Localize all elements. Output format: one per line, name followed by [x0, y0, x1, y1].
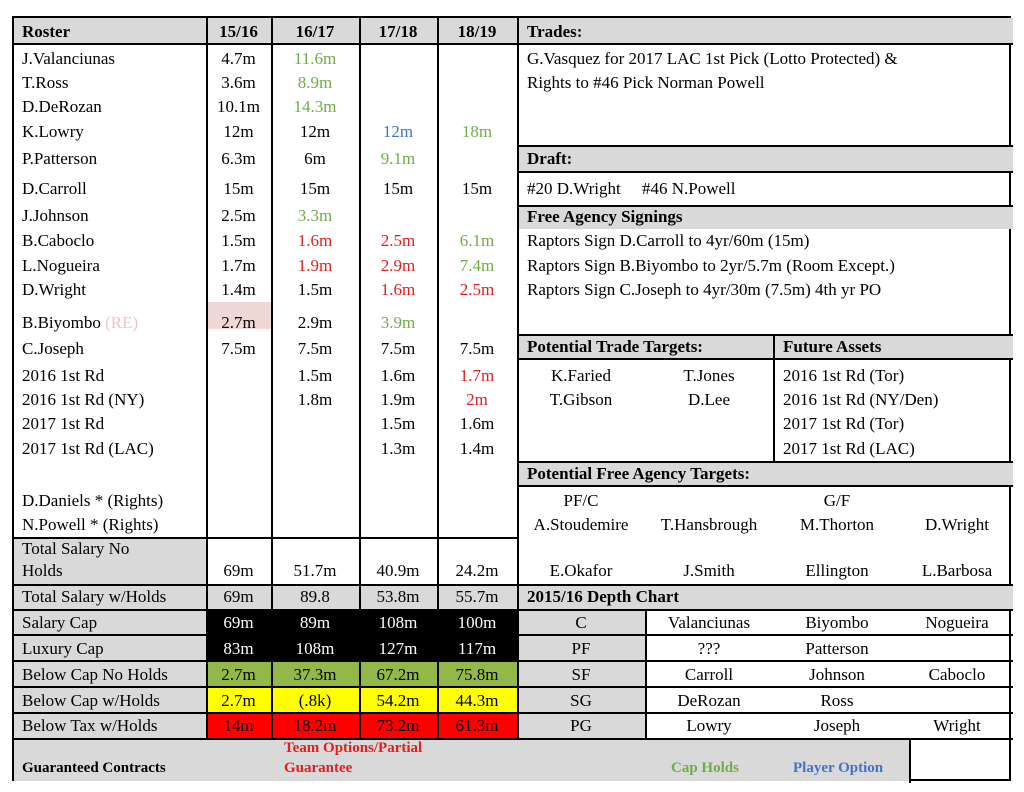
salary-1516: 3.6m — [221, 73, 256, 92]
depth-player: Wright — [933, 716, 981, 735]
total-holds-1718: 53.8m — [376, 587, 420, 606]
player-name: J.Valanciunas — [22, 49, 116, 68]
below-cap-holds-1617: (.8k) — [298, 691, 332, 710]
trade-line-1: G.Vasquez for 2017 LAC 1st Pick (Lotto Protected) & — [527, 49, 898, 68]
player-name: C.Joseph — [22, 339, 84, 358]
salary-cap-1617: 89m — [299, 613, 331, 632]
depth-player: DeRozan — [677, 691, 741, 710]
salary-1516: 10.1m — [217, 97, 260, 116]
rights-name: N.Powell * (Rights) — [22, 515, 159, 534]
below-tax-1819: 61.3m — [455, 716, 499, 735]
salary-1516: 1.7m — [221, 256, 256, 275]
fa-signing: Raptors Sign B.Biyombo to 2yr/5.7m (Room Except.) — [527, 256, 895, 275]
salary-1718: 7.5m — [380, 339, 416, 358]
draft-picks: #20 D.Wright #46 N.Powell — [527, 179, 736, 198]
fa-target: T.Hansbrough — [660, 515, 758, 534]
salary-1718: 1.9m — [380, 390, 416, 409]
salary-1718: 9.1m — [380, 149, 416, 168]
salary-1617: 12m — [299, 122, 331, 141]
luxury-cap-1718: 127m — [378, 639, 418, 658]
future-asset: 2016 1st Rd (Tor) — [783, 366, 905, 385]
re-tag: (RE) — [105, 313, 139, 332]
future-asset: 2016 1st Rd (NY/Den) — [783, 390, 939, 409]
player-name: L.Nogueira — [22, 256, 100, 275]
salary-1819: 6.1m — [459, 231, 495, 250]
below-cap-holds-1819: 44.3m — [455, 691, 499, 710]
legend-guaranteed: Guaranteed Contracts — [22, 760, 166, 776]
salary-1819: 2.5m — [459, 280, 495, 299]
salary-sheet — [12, 16, 1011, 781]
draft-title: Draft: — [527, 149, 573, 168]
player-name: J.Johnson — [22, 206, 89, 225]
total-holds-1617: 89.8 — [300, 587, 330, 606]
trades-title: Trades: — [527, 22, 583, 41]
salary-1516: 2.5m — [221, 206, 256, 225]
depth-pos: SG — [570, 691, 592, 710]
fa-target: D.Wright — [925, 515, 989, 534]
salary-1516: 12m — [223, 122, 254, 141]
trade-target: T.Gibson — [549, 390, 613, 409]
total-no-holds-1617: 51.7m — [293, 561, 337, 580]
salary-1516: 1.5m — [221, 231, 256, 250]
total-no-holds-1516: 69m — [223, 561, 254, 580]
salary-1617: 1.8m — [297, 390, 333, 409]
salary-1617: 1.5m — [297, 366, 333, 385]
luxury-cap-1617: 108m — [295, 639, 335, 658]
luxury-cap-1516: 83m — [223, 639, 254, 658]
salary-1718: 1.6m — [380, 366, 416, 385]
salary-1617: 1.9m — [297, 256, 333, 275]
salary-cap-label: Salary Cap — [22, 613, 98, 632]
total-holds-1819: 55.7m — [455, 587, 499, 606]
total-no-holds-label-2: Holds — [22, 561, 63, 580]
legend-team-options-1: Team Options/Partial — [284, 740, 423, 756]
depth-player: Carroll — [684, 665, 734, 684]
player-name: T.Ross — [22, 73, 69, 92]
fa-target: M.Thorton — [799, 515, 875, 534]
pick-name: 2017 1st Rd (LAC) — [22, 439, 154, 458]
rights-name: D.Daniels * (Rights) — [22, 491, 164, 510]
trade-line-2: Rights to #46 Pick Norman Powell — [527, 73, 765, 92]
fa-target: E.Okafor — [549, 561, 613, 580]
total-no-holds-label-1: Total Salary No — [22, 539, 130, 558]
depth-pos: C — [575, 613, 587, 632]
draft-header-bg — [517, 145, 1013, 171]
salary-cap-1718: 108m — [378, 613, 418, 632]
salary-1516: 1.4m — [221, 280, 256, 299]
below-tax-label: Below Tax w/Holds — [22, 716, 158, 735]
salary-1617: 3.3m — [297, 206, 333, 225]
fa-targets-title: Potential Free Agency Targets: — [527, 464, 751, 483]
below-tax-1516: 14m — [223, 716, 254, 735]
salary-1516: 7.5m — [221, 339, 256, 358]
salary-1617: 1.5m — [297, 280, 333, 299]
pick-name: 2016 1st Rd — [22, 366, 105, 385]
depth-pos: PF — [571, 639, 591, 658]
salary-1718: 3.9m — [380, 313, 416, 332]
total-no-holds-1819: 24.2m — [455, 561, 499, 580]
salary-1617: 15m — [299, 179, 331, 198]
depth-pos: PG — [570, 716, 592, 735]
salary-cap-1516: 69m — [223, 613, 254, 632]
below-tax-1617: 18.2m — [293, 716, 337, 735]
depth-player: Patterson — [805, 639, 869, 658]
salary-1718: 15m — [382, 179, 414, 198]
player-name: D.Wright — [22, 280, 86, 299]
trade-target: K.Faried — [551, 366, 611, 385]
pick-name: 2017 1st Rd — [22, 414, 105, 433]
depth-player: Caboclo — [928, 665, 986, 684]
col-header-1617: 16/17 — [295, 22, 335, 41]
future-asset: 2017 1st Rd (LAC) — [783, 439, 915, 458]
depth-player: Valanciunas — [667, 613, 751, 632]
below-cap-no-holds-1516: 2.7m — [221, 665, 256, 684]
future-asset: 2017 1st Rd (Tor) — [783, 414, 905, 433]
fa-signing: Raptors Sign C.Joseph to 4yr/30m (7.5m) 4th yr PO — [527, 280, 882, 299]
depth-player: Johnson — [809, 665, 865, 684]
salary-1617: 7.5m — [297, 339, 333, 358]
salary-1819: 1.4m — [459, 439, 495, 458]
fa-target: A.Stoudemire — [533, 515, 629, 534]
player-name: K.Lowry — [22, 122, 84, 141]
below-cap-no-holds-1819: 75.8m — [455, 665, 499, 684]
salary-cap-1819: 100m — [457, 613, 497, 632]
below-cap-holds-1718: 54.2m — [376, 691, 420, 710]
legend-player-option: Player Option — [793, 760, 884, 776]
total-no-holds-1718: 40.9m — [376, 561, 420, 580]
salary-1819: 15m — [461, 179, 493, 198]
player-name: P.Patterson — [22, 149, 98, 168]
depth-pos: SF — [571, 665, 591, 684]
salary-1617: 14.3m — [293, 97, 337, 116]
depth-player: ??? — [697, 639, 721, 658]
future-assets-title: Future Assets — [783, 337, 882, 356]
roster-title: Roster — [22, 22, 71, 41]
salary-1718: 1.5m — [380, 414, 416, 433]
pick-name: 2016 1st Rd (NY) — [22, 390, 145, 409]
salary-1516: 4.7m — [221, 49, 256, 68]
fa-target: J.Smith — [683, 561, 735, 580]
salary-1516: 15m — [223, 179, 254, 198]
fa-target: Ellington — [805, 561, 869, 580]
col-header-1819: 18/19 — [457, 22, 497, 41]
fa-target: L.Barbosa — [921, 561, 993, 580]
depth-player: Nogueira — [925, 613, 989, 632]
below-cap-no-holds-1718: 67.2m — [376, 665, 420, 684]
salary-1819: 18m — [461, 122, 493, 141]
legend-cap-holds: Cap Holds — [671, 760, 739, 776]
trade-target: D.Lee — [687, 390, 730, 409]
player-name: B.Biyombo (RE) — [22, 313, 139, 332]
salary-1718: 1.6m — [380, 280, 416, 299]
salary-1718: 1.3m — [380, 439, 416, 458]
luxury-cap-label: Luxury Cap — [22, 639, 104, 658]
player-name: D.Carroll — [22, 179, 87, 198]
player-name: D.DeRozan — [22, 97, 102, 116]
salary-1617: 2.9m — [297, 313, 333, 332]
fa-signing: Raptors Sign D.Carroll to 4yr/60m (15m) — [527, 231, 810, 250]
salary-1718: 2.9m — [380, 256, 416, 275]
salary-1718: 12m — [382, 122, 414, 141]
depth-player: Joseph — [813, 716, 861, 735]
salary-1516: 2.7m — [221, 313, 256, 332]
luxury-cap-1819: 117m — [457, 639, 497, 658]
salary-1819: 7.4m — [459, 256, 495, 275]
salary-1819: 2m — [466, 390, 488, 409]
fa-pos-gf: G/F — [823, 491, 851, 510]
fa-signings-title: Free Agency Signings — [527, 207, 683, 226]
below-cap-holds-1516: 2.7m — [221, 691, 256, 710]
fa-pos-pfc: PF/C — [563, 491, 599, 510]
player-name: B.Caboclo — [22, 231, 95, 250]
salary-1819: 1.6m — [459, 414, 495, 433]
legend-team-options-2: Guarantee — [284, 760, 353, 776]
salary-1617: 1.6m — [297, 231, 333, 250]
salary-1516: 6.3m — [221, 149, 256, 168]
salary-1718: 2.5m — [380, 231, 416, 250]
salary-1617: 8.9m — [297, 73, 333, 92]
below-cap-no-holds-label: Below Cap No Holds — [22, 665, 168, 684]
total-holds-1516: 69m — [223, 587, 254, 606]
below-tax-1718: 73.2m — [376, 716, 420, 735]
depth-player: Ross — [820, 691, 854, 710]
total-holds-label: Total Salary w/Holds — [22, 587, 167, 606]
below-cap-holds-label: Below Cap w/Holds — [22, 691, 160, 710]
below-cap-no-holds-1617: 37.3m — [293, 665, 337, 684]
depth-chart-title: 2015/16 Depth Chart — [527, 587, 680, 606]
salary-1819: 7.5m — [459, 339, 495, 358]
trade-targets-title: Potential Trade Targets: — [527, 337, 703, 356]
col-header-1516: 15/16 — [219, 22, 258, 41]
trade-target: T.Jones — [683, 366, 735, 385]
col-header-1718: 17/18 — [378, 22, 418, 41]
salary-1617: 11.6m — [293, 49, 337, 68]
salary-1617: 6m — [304, 149, 326, 168]
salary-1819: 1.7m — [459, 366, 495, 385]
depth-player: Lowry — [686, 716, 732, 735]
depth-player: Biyombo — [805, 613, 869, 632]
